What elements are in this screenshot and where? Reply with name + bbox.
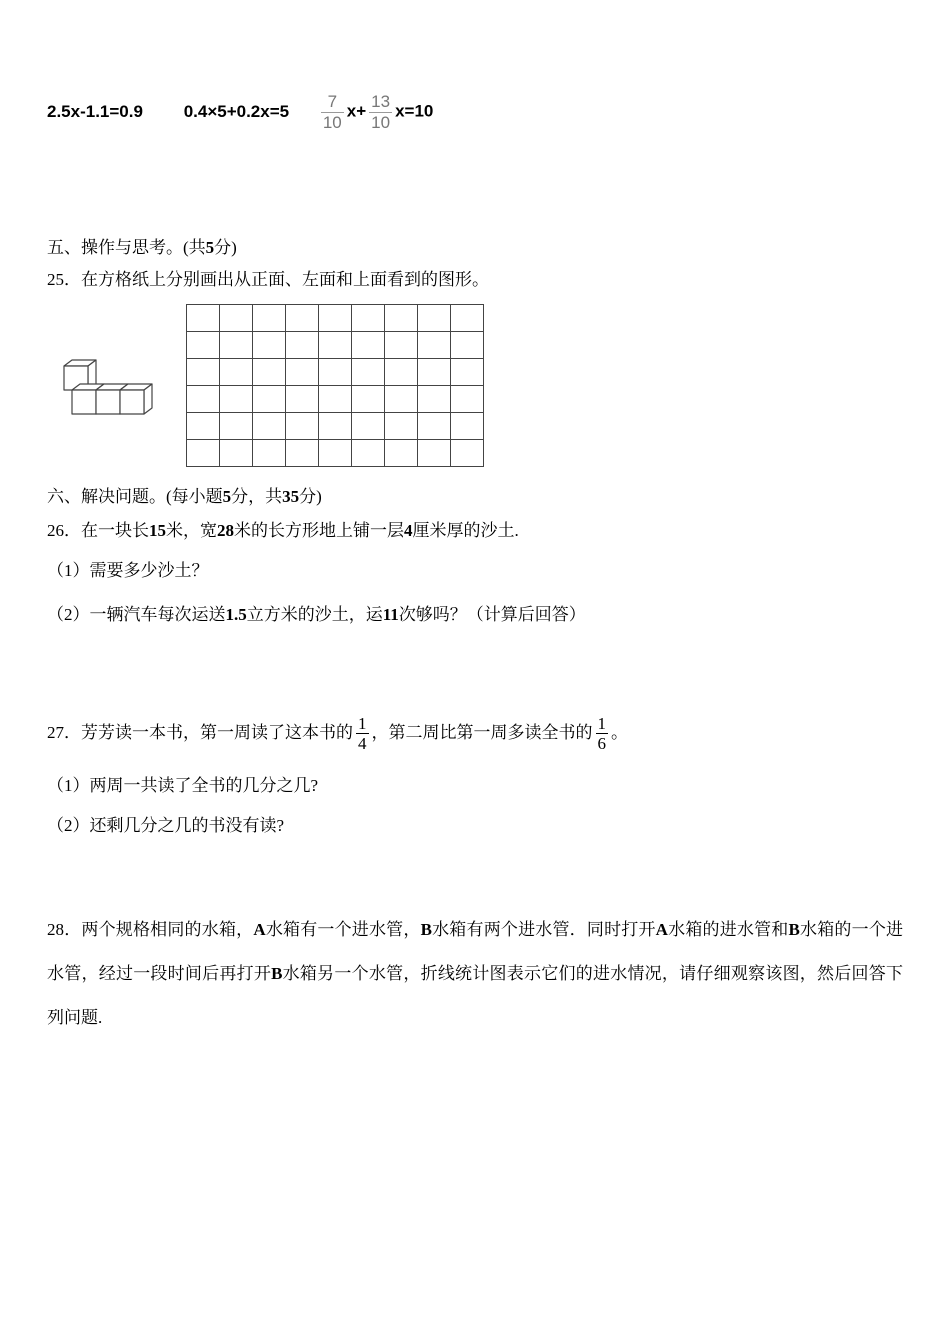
drawing-grid	[186, 304, 484, 467]
grid-cell	[253, 359, 286, 386]
item-26-q1: （1）需要多少沙土？	[47, 560, 209, 580]
grid-cell	[319, 440, 352, 467]
grid-cell	[451, 332, 484, 359]
equation-2: 0.4×5+0.2x=5	[183, 102, 290, 122]
grid-cell	[385, 386, 418, 413]
item-27-q2: （2）还剩几分之几的书没有读?	[47, 815, 285, 835]
grid-cell	[286, 413, 319, 440]
grid-cell	[418, 413, 451, 440]
grid-cell	[220, 386, 253, 413]
grid-cell	[253, 440, 286, 467]
grid-cell	[187, 305, 220, 332]
fraction: $\frac{1}{4}$	[358, 713, 367, 754]
fraction: $\frac{7}{10}$	[322, 92, 342, 132]
grid-cell	[319, 332, 352, 359]
grid-cell	[385, 332, 418, 359]
item-25-text: 25．在方格纸上分别画出从正面、左面和上面看到的图形。	[47, 269, 489, 289]
grid-cell	[385, 359, 418, 386]
grid-cell	[220, 413, 253, 440]
grid-cell	[319, 386, 352, 413]
equation-3: $\frac{7}{10}$ x+ $\frac{13}{10}$ x=10	[322, 92, 434, 132]
item-27-q1: （1）两周一共读了全书的几分之几?	[47, 776, 319, 796]
grid-cell	[451, 305, 484, 332]
equation-row	[47, 92, 950, 132]
item-26-q2: （2）一辆汽车每次运送1.5立方米的沙土，运11次够吗？（计算后回答）	[47, 605, 586, 625]
grid-cell	[418, 386, 451, 413]
grid-cell	[187, 386, 220, 413]
grid-cell	[352, 386, 385, 413]
grid-cell	[286, 305, 319, 332]
grid-cell	[253, 386, 286, 413]
grid-cell	[451, 440, 484, 467]
grid-cell	[187, 440, 220, 467]
grid-cell	[451, 413, 484, 440]
grid-cell	[187, 359, 220, 386]
figure-row	[0, 304, 950, 467]
grid-cell	[418, 305, 451, 332]
grid-cell	[451, 359, 484, 386]
fraction: $\frac{1}{6}$	[597, 713, 606, 754]
item-28-text: 28．两个规格相同的水箱，A水箱有一个进水管，B水箱有两个进水管．同时打开A水箱的进水管和B水箱的一个进水管，经过一段时间后再打开B水箱另一个水管，折线统计图表示它们的进水情况，请仔细观察该图，然后回答下列问题.	[47, 920, 904, 1028]
grid-cell	[187, 413, 220, 440]
grid-cell	[286, 359, 319, 386]
grid-cell	[385, 305, 418, 332]
grid-cell	[220, 332, 253, 359]
item-27-text: 27．芳芳读一本书，第一周读了这本书的 $\frac{1}{4}$ ，第二周比第一周多读全书的 $\frac{1}{6}$ 。	[47, 713, 628, 754]
grid-cell	[319, 359, 352, 386]
section-5-heading: 五、操作与思考。(共5分)	[47, 238, 237, 258]
grid-cell	[385, 413, 418, 440]
grid-cell	[352, 440, 385, 467]
section-6-heading: 六、解决问题。(每小题5分，共35分)	[47, 487, 322, 507]
grid-cell	[220, 440, 253, 467]
grid-cell	[385, 440, 418, 467]
item-26-text: 26．在一块长15米，宽28米的长方形地上铺一层4厘米厚的沙土.	[47, 521, 519, 541]
grid-cell	[220, 359, 253, 386]
grid-cell	[319, 413, 352, 440]
grid-cell	[187, 332, 220, 359]
grid-cell	[253, 305, 286, 332]
grid-cell	[286, 440, 319, 467]
grid-cell	[286, 386, 319, 413]
grid-cell	[253, 413, 286, 440]
grid-cell	[253, 332, 286, 359]
grid-cell	[418, 332, 451, 359]
grid-cell	[286, 332, 319, 359]
grid-cell	[418, 440, 451, 467]
grid-cell	[352, 359, 385, 386]
equation-1: 2.5x-1.1=0.9	[47, 102, 143, 122]
grid-cell	[451, 386, 484, 413]
grid-cell	[220, 305, 253, 332]
grid-cell	[319, 305, 352, 332]
grid-cell	[418, 359, 451, 386]
grid-cell	[352, 413, 385, 440]
cubes-figure	[50, 350, 160, 422]
fraction: $\frac{13}{10}$	[371, 92, 391, 132]
grid-cell	[352, 332, 385, 359]
grid-cell	[352, 305, 385, 332]
